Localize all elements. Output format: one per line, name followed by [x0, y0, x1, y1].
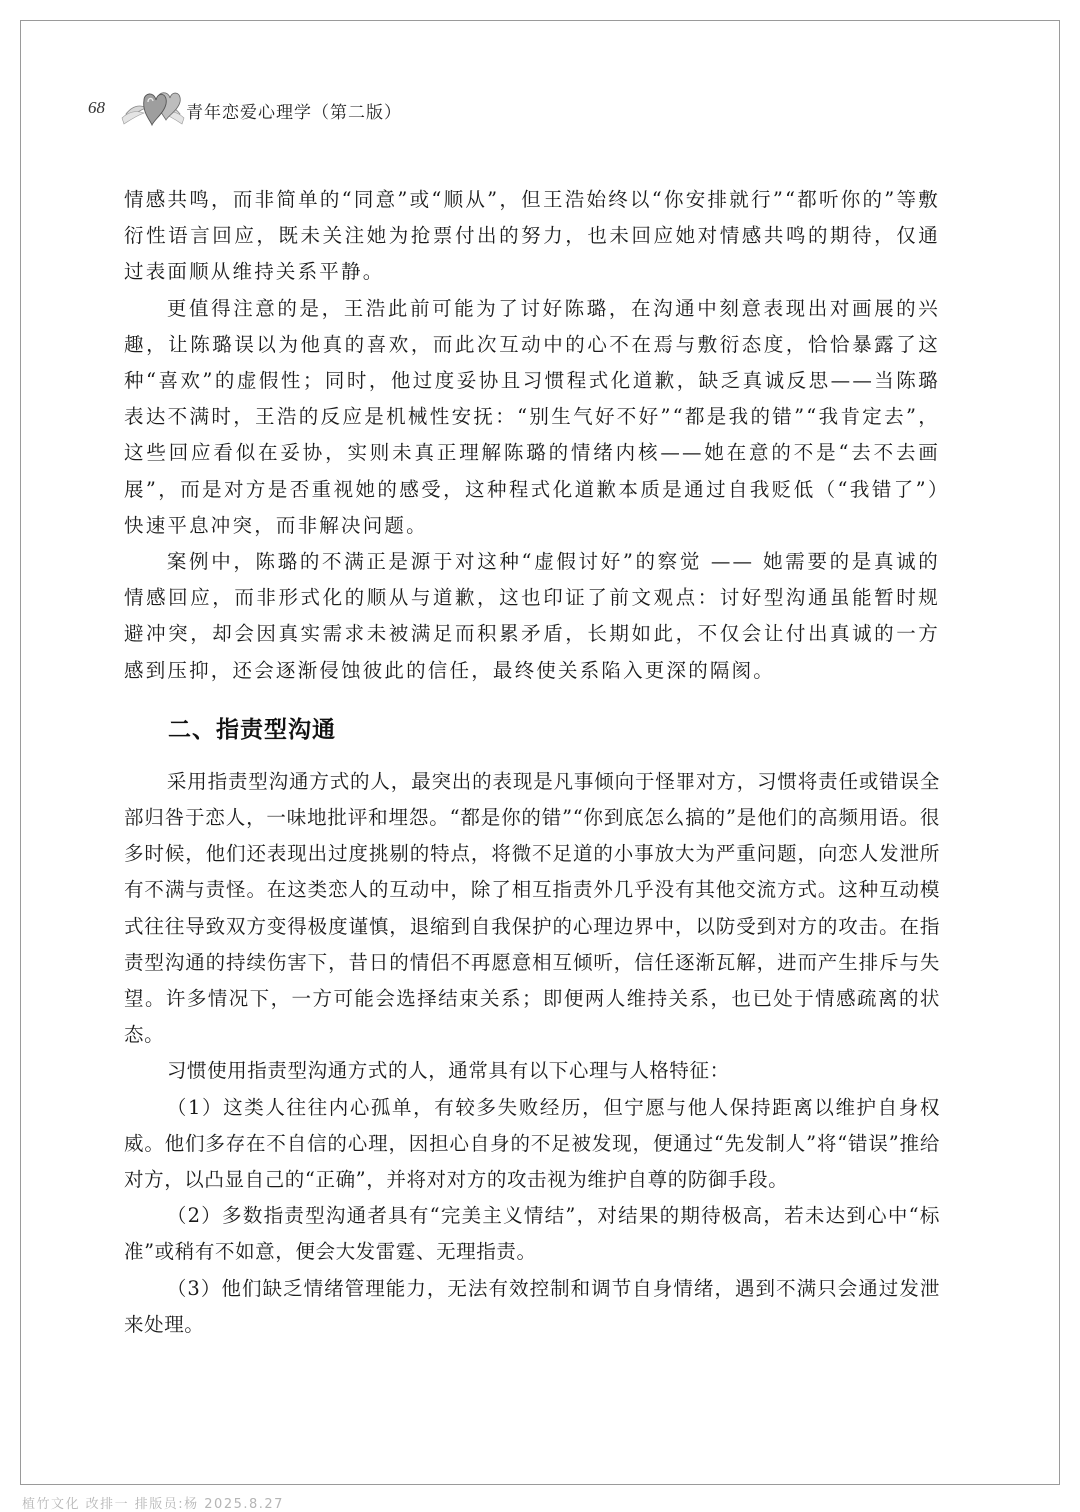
winged-heart-icon [118, 88, 188, 132]
list-item: （3）他们缺乏情绪管理能力，无法有效控制和调节自身情绪，遇到不满只会通过发泄来处理。 [124, 1276, 940, 1336]
paragraph: 案例中，陈璐的不满正是源于对这种“虚假讨好”的察觉 —— 她需要的是真诚的情感回应，而非形式化的顺从与道歉，这也印证了前文观点：讨好型沟通虽能暂时规避冲突，却会因真实需求未被满足而积累矛盾，长期如此，不仅会让付出真诚的一方感到压抑，还会逐渐侵蚀彼此的信任，最终使关系陷入更深的隔阂。 [124, 550, 940, 682]
paragraph: 习惯使用指责型沟通方式的人，通常具有以下心理与人格特征： [166, 1059, 730, 1083]
print-footer-note: 植竹文化 改排一 排版员:杨 2025.8.27 [22, 1497, 284, 1512]
paragraph: 情感共鸣，而非简单的“同意”或“顺从”，但王浩始终以“你安排就行”“都听你的”等敷衍性语言回应，既未关注她为抢票付出的努力，也未回应她对情感共鸣的期待，仅通过表面顺从维持关系平静。 [124, 188, 940, 284]
list-item: （2）多数指责型沟通者具有“完美主义情结”，对结果的期待极高，若未达到心中“标准”或稍有不如意，便会大发雷霆、无理指责。 [124, 1204, 940, 1264]
list-item: （1）这类人往往内心孤单，有较多失败经历，但宁愿与他人保持距离以维护自身权威。他们多存在不自信的心理，因担心自身的不足被发现，便通过“先发制人”将“错误”推给对方，以凸显自己的“正确”，并将对对方的攻击视为维护自尊的防御手段。 [124, 1095, 940, 1192]
main-content [124, 182, 940, 1343]
book-title: 青年恋爱心理学（第二版） [186, 103, 402, 123]
running-header [88, 88, 508, 132]
paragraph: 更值得注意的是，王浩此前可能为了讨好陈璐，在沟通中刻意表现出对画展的兴趣，让陈璐误以为他真的喜欢，而此次互动中的心不在焉与敷衍态度，恰恰暴露了这种“喜欢”的虚假性；同时，他过度妥协且习惯程式化道歉，缺乏真诚反思——当陈璐表达不满时，王浩的反应是机械性安抚：“别生气好不好”“都是我的错”“我肯定去”，这些回应看似在妥协，实则未真正理解陈璐的情绪内核——她在意的不是“去不去画展”，而是对方是否重视她的感受，这种程式化道歉本质是通过自我贬低（“我错了”）快速平息冲突，而非解决问题。 [124, 296, 940, 537]
paragraph: 采用指责型沟通方式的人，最突出的表现是凡事倾向于怪罪对方，习惯将责任或错误全部归咎于恋人，一味地批评和埋怨。“都是你的错”“你到底怎么搞的”是他们的高频用语。很多时候，他们还表现出过度挑剔的特点，将微不足道的小事放大为严重问题，向恋人发泄所有不满与责怪。在这类恋人的互动中，除了相互指责外几乎没有其他交流方式。这种互动模式往往导致双方变得极度谨慎，退缩到自我保护的心理边界中，以防受到对方的攻击。在指责型沟通的持续伤害下，昔日的情侣不再愿意相互倾听，信任逐渐瓦解，进而产生排斥与失望。许多情况下，一方可能会选择结束关系；即便两人维持关系，也已处于情感疏离的状态。 [124, 769, 940, 1047]
section-heading: 二、指责型沟通 [168, 716, 336, 743]
page-number: 68 [88, 98, 105, 117]
